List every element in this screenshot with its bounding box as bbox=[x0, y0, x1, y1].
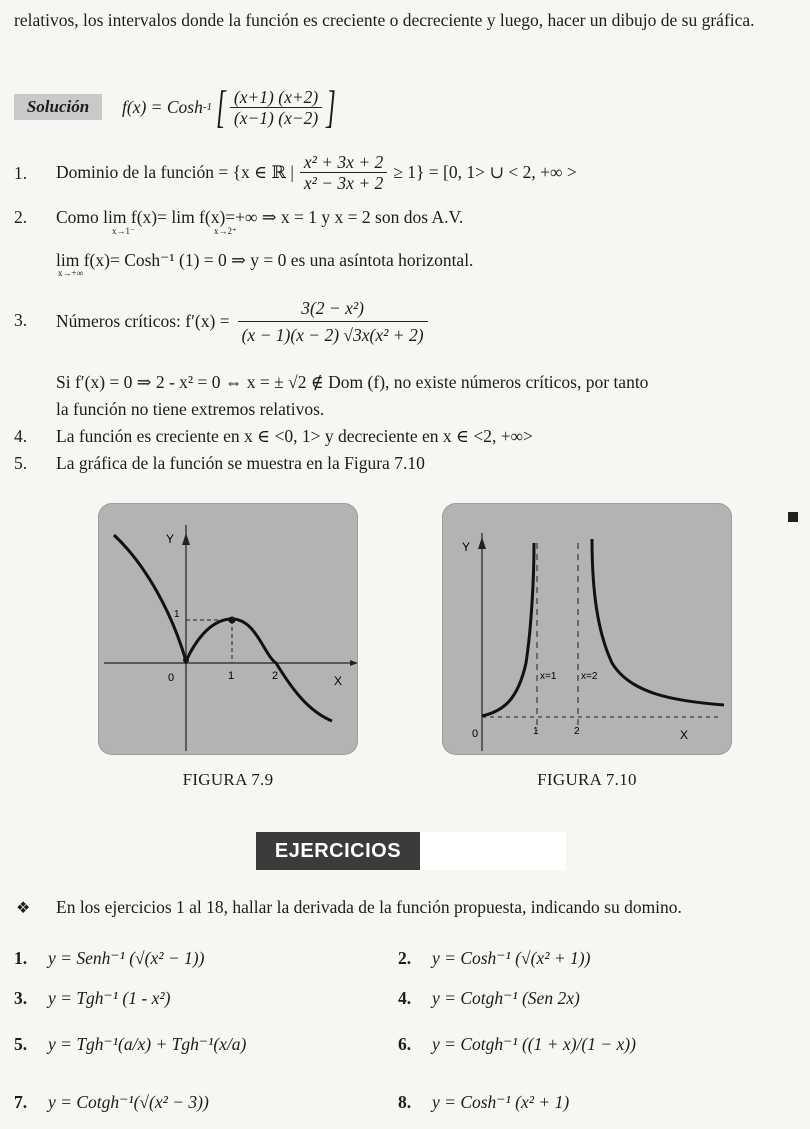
solucion-lhs: f(x) = Cosh bbox=[122, 97, 203, 117]
figure-7-9-caption: FIGURA 7.9 bbox=[182, 770, 274, 789]
max-point bbox=[229, 617, 236, 624]
exercise-3 bbox=[14, 984, 170, 1012]
function-curve bbox=[114, 535, 332, 721]
asymptote-label-2: x=2 bbox=[581, 671, 598, 682]
item-1-post: ≥ 1} = [0, 1> ∪ < 2, +∞ > bbox=[393, 162, 577, 182]
figure-7-10-caption: FIGURA 7.10 bbox=[537, 770, 637, 789]
item-2-sub-3: x→+∞ bbox=[58, 268, 83, 278]
solucion-formula bbox=[122, 82, 340, 132]
exercise-6-formula: y = Cotgh⁻¹ ((1 + x)/(1 − x)) bbox=[432, 1034, 636, 1054]
exercise-5-number: 5. bbox=[14, 1034, 28, 1054]
exercise-5-formula: y = Tgh⁻¹(a/x) + Tgh⁻¹(x/a) bbox=[48, 1034, 247, 1054]
origin-label: 0 bbox=[472, 728, 479, 740]
item-1-num: x² + 3x + 2 bbox=[300, 152, 387, 173]
intro-paragraph: relativos, los intervalos donde la función es creciente o decreciente y luego, hacer un dibujo de su gráfica. bbox=[14, 10, 755, 30]
item-2-sub-1: x→1⁻ bbox=[112, 226, 135, 236]
critical-conclusion-1: Si f′(x) = 0 ⇒ 2 - x² = 0 ⇔ x = ± √2 ∉ Dom (f), no existe números críticos, por tanto bbox=[56, 372, 649, 392]
y-axis-arrow bbox=[478, 537, 486, 549]
y-label: Y bbox=[166, 532, 175, 546]
exercise-8-formula: y = Cosh⁻¹ (x² + 1) bbox=[432, 1092, 570, 1112]
item-4-number: 4. bbox=[14, 426, 28, 446]
right-branch bbox=[592, 539, 724, 705]
origin-label: 0 bbox=[168, 672, 175, 684]
tick-2: 2 bbox=[272, 670, 279, 682]
tick-1: 1 bbox=[533, 726, 539, 737]
y-tick-1: 1 bbox=[174, 609, 180, 620]
exercise-4-formula: y = Cotgh⁻¹ (Sen 2x) bbox=[432, 988, 580, 1008]
item-3 bbox=[56, 290, 428, 352]
left-branch bbox=[482, 543, 534, 716]
item-3-fraction bbox=[238, 295, 428, 348]
exercise-1 bbox=[14, 944, 204, 972]
exercise-1-number: 1. bbox=[14, 948, 28, 968]
exercise-6-number: 6. bbox=[398, 1034, 412, 1054]
solucion-num: (x+1) (x+2) bbox=[230, 87, 322, 108]
right-bracket: ] bbox=[326, 81, 337, 132]
item-3-pre: Números críticos: f′(x) = bbox=[56, 311, 230, 331]
exercise-2-formula: y = Cosh⁻¹ (√(x² + 1)) bbox=[432, 948, 591, 968]
exercise-6 bbox=[398, 1030, 636, 1058]
x-label: X bbox=[680, 728, 689, 742]
item-1-number: 1. bbox=[14, 163, 28, 183]
item-2-sub-2: x→2⁺ bbox=[214, 226, 237, 236]
exercise-7-number: 7. bbox=[14, 1092, 28, 1112]
item-5: La gráfica de la función se muestra en la Figura 7.10 bbox=[56, 453, 425, 473]
tick-1: 1 bbox=[228, 670, 235, 682]
tick-2: 2 bbox=[574, 726, 580, 737]
exercise-2-number: 2. bbox=[398, 948, 412, 968]
x-axis-arrow bbox=[350, 660, 358, 666]
ejercicios-title: EJERCICIOS bbox=[256, 832, 420, 870]
figure-7-9-graph bbox=[98, 503, 358, 755]
item-2-line-1: Como lim f(x)= lim f(x)=+∞ ⇒ x = 1 y x = 2 son dos A.V. bbox=[56, 207, 464, 227]
item-1-pre: Dominio de la función = {x ∈ ℝ | bbox=[56, 162, 294, 182]
end-of-proof-square bbox=[788, 512, 798, 522]
item-1-den: x² − 3x + 2 bbox=[303, 172, 384, 193]
exercise-8-number: 8. bbox=[398, 1092, 412, 1112]
exercise-3-number: 3. bbox=[14, 988, 28, 1008]
exercise-7-formula: y = Cotgh⁻¹(√(x² − 3)) bbox=[48, 1092, 209, 1112]
y-axis-arrow bbox=[182, 533, 190, 545]
x-label: X bbox=[334, 674, 343, 688]
solucion-badge: Solución bbox=[14, 94, 102, 120]
solucion-den: (x−1) (x−2) bbox=[233, 107, 319, 128]
origin-point bbox=[183, 657, 189, 663]
solucion-sup: -1 bbox=[202, 101, 212, 113]
item-3-num: 3(2 − x²) bbox=[238, 295, 428, 322]
exercise-4 bbox=[398, 984, 580, 1012]
item-3-den: (x − 1)(x − 2) √3x(x² + 2) bbox=[241, 324, 424, 345]
exercise-8 bbox=[398, 1088, 569, 1116]
exercise-4-number: 4. bbox=[398, 988, 412, 1008]
ejercicios-intro: En los ejercicios 1 al 18, hallar la derivada de la función propuesta, indicando su domino. bbox=[56, 897, 682, 917]
figure-7-10-graph bbox=[442, 503, 732, 755]
item-4: La función es creciente en x ∈ <0, 1> y decreciente en x ∈ <2, +∞> bbox=[56, 426, 533, 446]
item-5-number: 5. bbox=[14, 453, 28, 473]
figure-7-9 bbox=[98, 503, 358, 755]
exercise-7 bbox=[14, 1088, 209, 1116]
solucion-fraction bbox=[230, 87, 322, 128]
left-bracket: [ bbox=[216, 81, 226, 132]
exercise-3-formula: y = Tgh⁻¹ (1 - x²) bbox=[48, 988, 171, 1008]
y-label: Y bbox=[462, 540, 471, 554]
exercise-2 bbox=[398, 944, 590, 972]
item-2-number: 2. bbox=[14, 207, 28, 227]
item-2-line-2: lim f(x)= Cosh⁻¹ (1) = 0 ⇒ y = 0 es una asíntota horizontal. bbox=[56, 250, 474, 270]
critical-conclusion-2: la función no tiene extremos relativos. bbox=[56, 399, 325, 419]
asymptote-label-1: x=1 bbox=[540, 671, 557, 682]
exercise-5 bbox=[14, 1030, 246, 1058]
item-1 bbox=[56, 148, 577, 196]
exercise-1-formula: y = Senh⁻¹ (√(x² − 1)) bbox=[48, 948, 205, 968]
item-1-fraction bbox=[300, 152, 387, 193]
item-3-number: 3. bbox=[14, 310, 28, 330]
figure-7-10 bbox=[442, 503, 732, 755]
diamond-bullet-icon: ❖ bbox=[16, 898, 31, 917]
